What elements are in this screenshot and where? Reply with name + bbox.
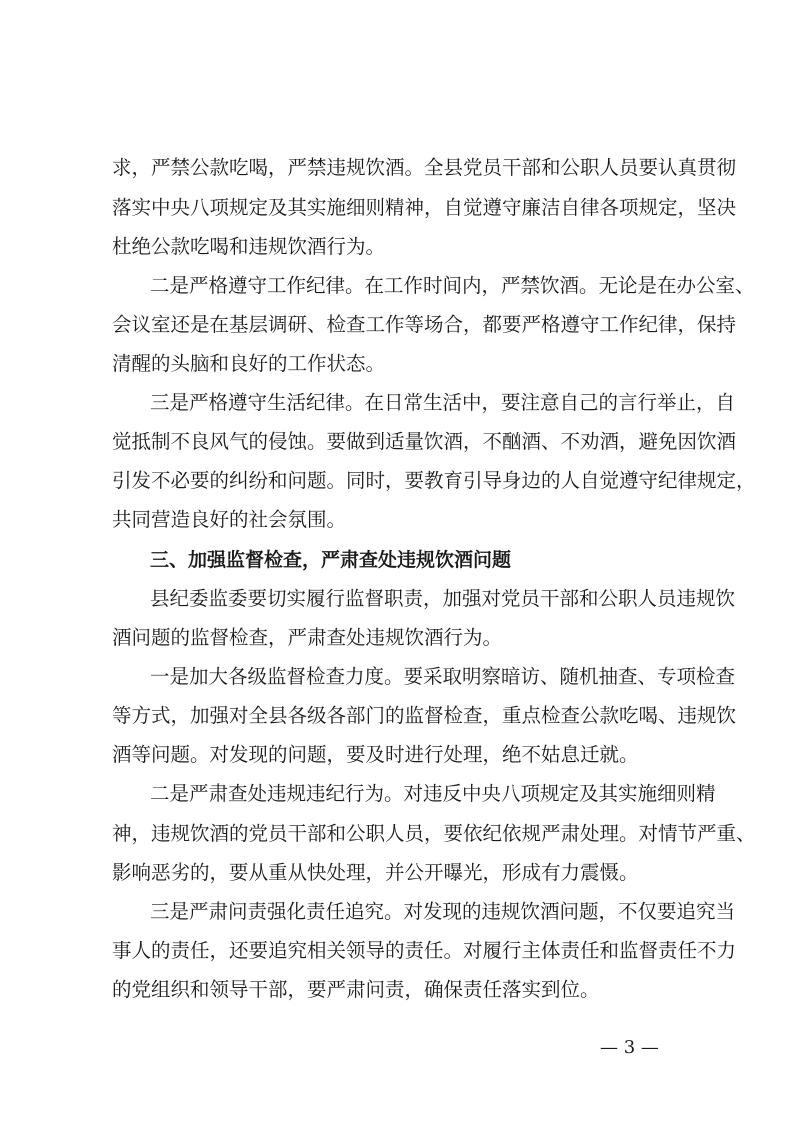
body-text-line: 酒问题的监督检查，严肃查处违规饮酒行为。	[112, 626, 503, 649]
paragraph-first-line: 县纪委监委要切实履行监督职责，加强对党员干部和公职人员违规饮	[150, 587, 736, 610]
body-text-line: 引发不必要的纠纷和问题。同时，要教育引导身边的人自觉遵守纪律规定，	[112, 469, 756, 492]
body-text-line: 会议室还是在基层调研、检查工作等场合，都要严格遵守工作纪律，保持	[112, 313, 737, 336]
page-number: — 3 —	[600, 1037, 659, 1058]
body-text-line: 等方式，加强对全县各级各部门的监督检查，重点检查公款吃喝、违规饮	[112, 704, 737, 727]
paragraph-first-line: 二是严格遵守工作纪律。在工作时间内，严禁饮酒。无论是在办公室、	[150, 274, 755, 297]
paragraph-first-line: 二是严肃查处违规违纪行为。对违反中央八项规定及其实施细则精	[150, 782, 716, 805]
body-text-line: 求，严禁公款吃喝，严禁违规饮酒。全县党员干部和公职人员要认真贯彻	[112, 156, 737, 179]
body-text-line: 的党组织和领导干部，要严肃问责，确保责任落实到位。	[112, 978, 600, 1001]
body-text-line: 落实中央八项规定及其实施细则精神，自觉遵守廉洁自律各项规定，坚决	[112, 196, 737, 219]
body-text-line: 杜绝公款吃喝和违规饮酒行为。	[112, 235, 386, 258]
body-text-line: 清醒的头脑和良好的工作状态。	[112, 352, 386, 375]
section-heading: 三、加强监督检查，严肃查处违规饮酒问题	[150, 549, 512, 571]
body-text-line: 神，违规饮酒的党员干部和公职人员，要依纪依规严肃处理。对情节严重、	[112, 822, 756, 845]
paragraph-first-line: 一是加大各级监督检查力度。要采取明察暗访、随机抽查、专项检查	[150, 665, 736, 688]
body-text-line: 事人的责任，还要追究相关领导的责任。对履行主体责任和监督责任不力	[112, 939, 737, 962]
paragraph-first-line: 三是严肃问责强化责任追究。对发现的违规饮酒问题，不仅要追究当	[150, 900, 736, 923]
body-text-line: 共同营造良好的社会氛围。	[112, 508, 347, 531]
body-text-line: 酒等问题。对发现的问题，要及时进行处理，绝不姑息迁就。	[112, 743, 639, 766]
body-text-line: 觉抵制不良风气的侵蚀。要做到适量饮酒，不酗酒、不劝酒，避免因饮酒	[112, 430, 737, 453]
paragraph-first-line: 三是严格遵守生活纪律。在日常生活中，要注意自己的言行举止，自	[150, 391, 736, 414]
body-text-line: 影响恶劣的，要从重从快处理，并公开曝光，形成有力震慑。	[112, 861, 639, 884]
